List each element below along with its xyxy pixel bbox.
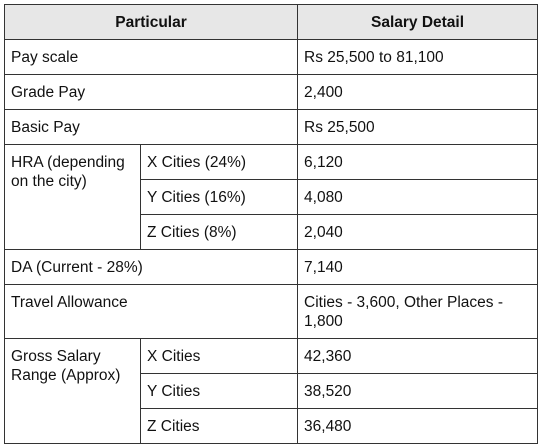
row-label: Grade Pay: [5, 75, 298, 110]
header-particular: Particular: [5, 5, 298, 40]
hra-city: Y Cities (16%): [141, 180, 298, 215]
row-label: Travel Allowance: [5, 285, 298, 339]
hra-value: 2,040: [298, 215, 538, 250]
gross-value: 36,480: [298, 409, 538, 444]
table-row: [5, 250, 538, 285]
row-value: Rs 25,500: [298, 110, 538, 145]
row-value: Rs 25,500 to 81,100: [298, 40, 538, 75]
row-label: Basic Pay: [5, 110, 298, 145]
hra-label: HRA (depending on the city): [5, 145, 141, 250]
row-value: Cities - 3,600, Other Places - 1,800: [298, 285, 538, 339]
hra-city: Z Cities (8%): [141, 215, 298, 250]
hra-city: X Cities (24%): [141, 145, 298, 180]
gross-label: Gross Salary Range (Approx): [5, 339, 141, 444]
gross-city: Y Cities: [141, 374, 298, 409]
row-value: 7,140: [298, 250, 538, 285]
gross-value: 42,360: [298, 339, 538, 374]
row-value: 2,400: [298, 75, 538, 110]
table-row: [5, 40, 538, 75]
gross-city: X Cities: [141, 339, 298, 374]
row-label: DA (Current - 28%): [5, 250, 298, 285]
hra-value: 4,080: [298, 180, 538, 215]
gross-value: 38,520: [298, 374, 538, 409]
salary-table: [4, 4, 538, 444]
header-row: [5, 5, 538, 40]
table-row: [5, 339, 538, 374]
header-salary-detail: Salary Detail: [298, 5, 538, 40]
table-row: [5, 285, 538, 339]
table-row: [5, 110, 538, 145]
hra-value: 6,120: [298, 145, 538, 180]
table-row: [5, 75, 538, 110]
table-row: [5, 145, 538, 180]
row-label: Pay scale: [5, 40, 298, 75]
gross-city: Z Cities: [141, 409, 298, 444]
